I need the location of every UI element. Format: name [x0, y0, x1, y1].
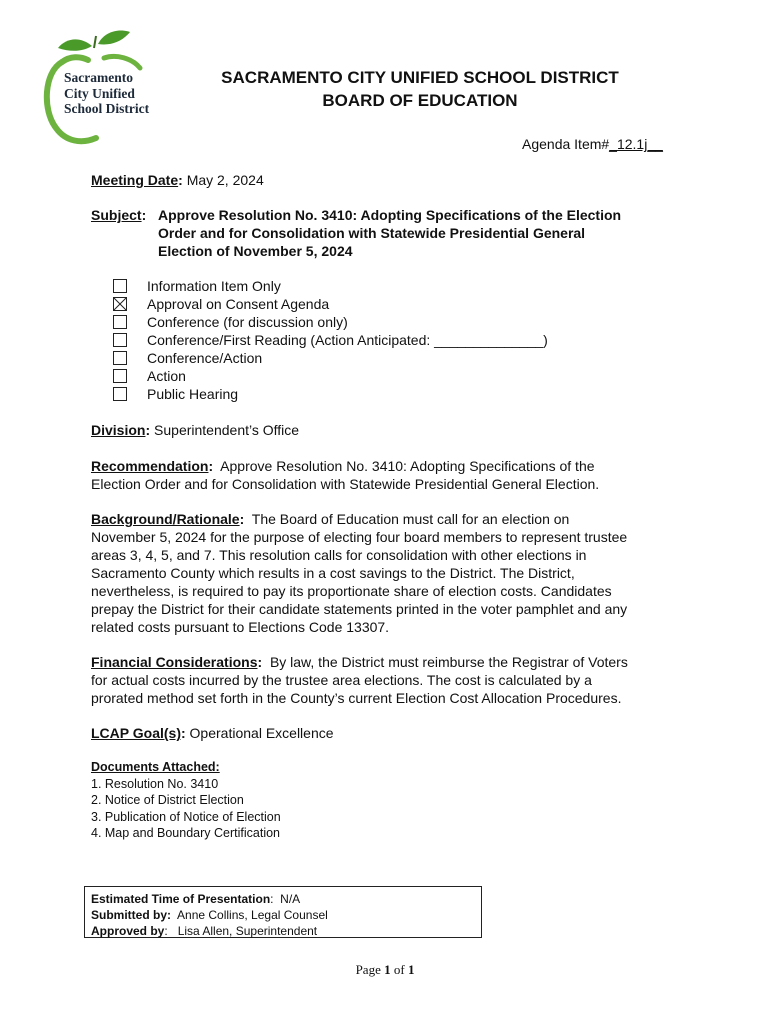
division: Division: Superintendent’s Office: [91, 422, 300, 438]
financial-label: Financial Considerations: [91, 654, 258, 670]
option-label: Information Item Only: [147, 278, 281, 294]
option-label: Public Hearing: [147, 386, 239, 402]
subject-line-2: Order and for Consolidation with Statewide Presidential General: [158, 225, 586, 241]
division-label: Division: [91, 422, 146, 438]
logo-line-2: City Unified: [64, 85, 135, 101]
approved-label: Approved by: [91, 924, 165, 938]
background-line-2: November 5, 2024 for the purpose of electing four board members to represent trustee: [91, 529, 628, 545]
approved-value: Lisa Allen, Superintendent: [177, 924, 318, 938]
logo-line-3: School District: [64, 101, 150, 116]
logo-line-1: Sacramento: [64, 70, 133, 85]
recommendation-line-1: Approve Resolution No. 3410: Adopting Specifications of the: [220, 458, 595, 474]
checkbox-information-item[interactable]: [113, 279, 127, 293]
document-item: 3. Publication of Notice of Election: [91, 809, 281, 824]
page-current: 1: [384, 962, 391, 977]
checkbox-conference-action[interactable]: [113, 351, 127, 365]
option-label: Action: [147, 368, 186, 384]
subject-label: Subject: [91, 207, 142, 223]
lcap-goal: LCAP Goal(s): Operational Excellence: [91, 725, 334, 741]
background-label: Background/Rationale: [91, 511, 240, 527]
option-label: Conference/Action: [147, 350, 263, 366]
check-x-icon: [114, 298, 126, 310]
background-line-1: The Board of Education must call for an election on: [251, 511, 570, 527]
background-line-6: prepay the District for their candidate statements printed in the voter pamphlet and any: [91, 601, 628, 617]
district-title: SACRAMENTO CITY UNIFIED SCHOOL DISTRICT: [221, 68, 619, 87]
time-label: Estimated Time of Presentation: [91, 892, 271, 906]
financial-line-1: By law, the District must reimburse the Registrar of Voters: [269, 654, 628, 670]
subject-label-wrap: Subject:: [91, 207, 147, 223]
presentation-info-box: Estimated Time of Presentation: N/A Submitted by: Anne Collins, Legal Counsel Approved by: Lisa Allen, Superintendent: [84, 886, 482, 938]
lcap-label: LCAP Goal(s): [91, 725, 181, 741]
logo-wordmark: [64, 70, 149, 117]
option-label: Approval on Consent Agenda: [147, 296, 330, 312]
recommendation-line-2: Election Order and for Consolidation with Statewide Presidential General Election.: [91, 476, 600, 492]
division-value: Superintendent’s Office: [154, 422, 300, 438]
lcap-value: Operational Excellence: [189, 725, 334, 741]
agenda-item: [522, 136, 663, 152]
documents-attached: [91, 759, 281, 842]
page-middle: of: [390, 962, 408, 977]
board-title: BOARD OF EDUCATION: [322, 91, 518, 110]
financial-line-3: prorated method set forth in the County’s current Election Cost Allocation Procedures.: [91, 690, 622, 706]
agenda-item-value: _12.1j__: [609, 136, 663, 152]
page-total: 1: [407, 962, 415, 977]
financial-line-2: for actual costs incurred by the trustee area elections. The cost is calculated by a: [91, 672, 592, 688]
time-value: N/A: [280, 892, 301, 906]
meeting-date: Meeting Date: May 2, 2024: [91, 172, 264, 188]
checkbox-consent-agenda[interactable]: [113, 297, 127, 311]
submitted-label: Submitted by:: [91, 908, 171, 922]
background-line-4: Sacramento County which results in a cost savings to the District. The District,: [91, 565, 575, 581]
submitted-value: Anne Collins, Legal Counsel: [177, 908, 328, 922]
checkbox-public-hearing[interactable]: [113, 387, 127, 401]
page-number: [0, 962, 770, 978]
subject-text: [158, 206, 678, 260]
subject-line-1: Approve Resolution No. 3410: Adopting Specifications of the Election: [158, 207, 622, 223]
documents-heading: Documents Attached:: [91, 760, 220, 774]
checkbox-first-reading[interactable]: [113, 333, 127, 347]
background-line-7: related costs pursuant to Elections Code 13307.: [91, 619, 390, 635]
document-item: 4. Map and Boundary Certification: [91, 826, 280, 840]
option-label: Conference (for discussion only): [147, 314, 348, 330]
background-section: Background/Rationale: The Board of Education must call for an election on November 5, 2024 for the purpose of electing four board members to represent trustee areas 3, 4, 5, and 7. This resolution calls for consolidation with other elections in Sacramento County which results in a cost savings to the District. The District, nevertheless, is required to pay its proportionate share of election costs. Candidates prepay the District for their candidate statements printed in the voter pamphlet and any related costs pursuant to Elections Code 13307.: [91, 510, 681, 636]
recommendation-section: Recommendation: Approve Resolution No. 3410: Adopting Specifications of the Election Order and for Consolidation with Statewide Presidential General Election.: [91, 457, 681, 493]
background-line-3: areas 3, 4, 5, and 7. This resolution calls for consolidation with other elections in: [91, 547, 587, 563]
page-prefix: Page: [355, 962, 385, 977]
checkbox-action[interactable]: [113, 369, 127, 383]
agenda-item-label: Agenda Item#: [522, 136, 610, 152]
subject-line-3: Election of November 5, 2024: [158, 243, 353, 259]
checkbox-conference[interactable]: [113, 315, 127, 329]
background-line-5: nevertheless, is required to pay its proportionate share of election costs. Candidates: [91, 583, 612, 599]
meeting-date-value: May 2, 2024: [186, 172, 264, 188]
financial-section: Financial Considerations: By law, the District must reimburse the Registrar of Voters for actual costs incurred by the trustee area elections. The cost is calculated by a prorated method set forth in the County’s current Election Cost Allocation Procedures.: [91, 653, 681, 707]
meeting-date-label: Meeting Date: [91, 172, 179, 188]
recommendation-label: Recommendation: [91, 458, 209, 474]
document-item: 2. Notice of District Election: [91, 793, 244, 807]
document-item: 1. Resolution No. 3410: [91, 776, 219, 791]
option-label: Conference/First Reading (Action Anticipated: ______________): [147, 332, 548, 348]
